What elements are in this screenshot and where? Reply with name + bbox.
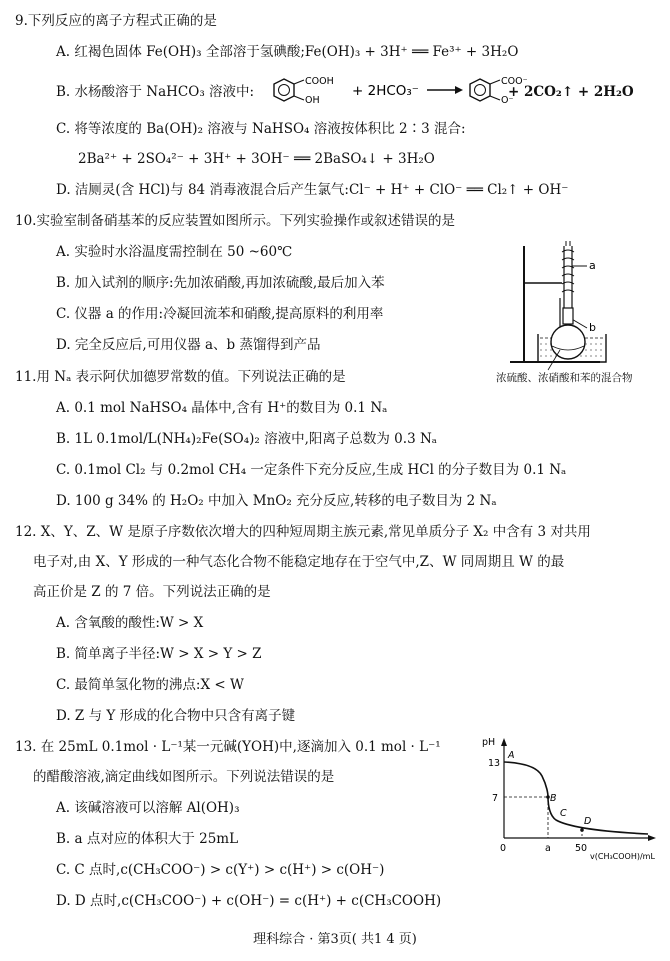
q11-option-b: B. 1L 0.1mol/L(NH₄)₂Fe(SO₄)₂ 溶液中,阳离子总数为 0.3 Nₐ [56,431,437,447]
reflux-condenser-a [562,241,587,308]
q13-option-b: B. a 点对应的体积大于 25mL [56,831,239,847]
salicylic-acid-structure [274,76,334,106]
nitrobenzene-apparatus-diagram [490,238,660,378]
q12-stem-line3: 高正价是 Z 的 7 倍。下列说法正确的是 [33,584,271,600]
q13-option-a: A. 该碱溶液可以溶解 Al(OH)₃ [56,800,240,816]
label-b: b [589,321,596,334]
q12-stem-line2: 电子对,由 X、Y 形成的一种气态化合物不能稳定地存在于空气中,Z、W 同周期且 W 的最 [33,554,565,570]
tick-origin: 0 [500,843,507,854]
q9-option-c-equation: 2Ba²⁺ + 2SO₄²⁻ + 3H⁺ + 3OH⁻ ══ 2BaSO₄↓ + 3H₂O [78,151,435,167]
q13-stem-line1: 13. 在 25mL 0.1mol · L⁻¹某一元碱(YOH)中,逐滴加入 0.1 mol · L⁻¹ [15,739,441,755]
q10-option-d: D. 完全反应后,可用仪器 a、b 蒸馏得到产品 [56,337,321,353]
point-label-b: B [550,793,557,804]
tick-a: a [545,843,551,854]
round-bottom-flask [551,308,585,359]
q9-option-a: A. 红褐色固体 Fe(OH)₃ 全部溶于氢碘酸;Fe(OH)₃ + 3H⁺ ══ Fe³⁺ + 3H₂O [56,44,519,60]
mol1-top-group: COOH [305,76,334,87]
q10-option-b: B. 加入试剂的顺序:先加浓硝酸,再加浓硫酸,最后加入苯 [56,275,385,291]
mol2-top-group: COO⁻ [501,76,528,87]
x-axis-arrow-icon [648,835,656,841]
q13-stem-line2: 的醋酸溶液,滴定曲线如图所示。下列说法错误的是 [33,769,335,785]
q10-option-a: A. 实验时水浴温度需控制在 50 ~60℃ [56,244,293,260]
tick-50: 50 [575,843,588,854]
q9-stem: 9.下列反应的离子方程式正确的是 [15,13,217,29]
y-axis-arrow-icon [501,738,507,746]
q9-b-products: + 2CO₂↑ + 2H₂O [508,84,634,100]
apparatus-caption: 浓硫酸、浓硝酸和苯的混合物 [496,372,633,384]
q10-stem: 10.实验室制备硝基苯的反应装置如图所示。下列实验操作或叙述错误的是 [15,213,455,229]
q12-stem-line1: 12. X、Y、Z、W 是原子序数依次增大的四种短周期主族元素,常见单质分子 X₂ 中含有 3 对共用 [15,524,591,540]
label-a: a [589,259,596,272]
reaction-arrow-icon [427,86,463,94]
q9-option-c: C. 将等浓度的 Ba(OH)₂ 溶液与 NaHSO₄ 溶液按体积比 2∶3 混合: [56,121,466,137]
q11-option-a: A. 0.1 mol NaHSO₄ 晶体中,含有 H⁺的数目为 0.1 Nₐ [56,400,388,416]
q9-option-b-prefix: B. 水杨酸溶于 NaHCO₃ 溶液中: [56,84,255,100]
q9-option-d: D. 洁厕灵(含 HCl)与 84 消毒液混合后产生氯气:Cl⁻ + H⁺ + ClO⁻ ══ Cl₂↑ + OH⁻ [56,182,569,198]
q9-b-reagent: + 2HCO₃⁻ [352,83,419,99]
titration-curve-graph [478,734,660,864]
q13-option-d: D. D 点时,c(CH₃COO⁻) + c(OH⁻) = c(H⁺) + c(CH₃COOH) [56,893,442,909]
tick-13: 13 [488,758,501,769]
tick-7: 7 [492,793,499,804]
q11-stem: 11.用 Nₐ 表示阿伏加德罗常数的值。下列说法正确的是 [15,369,346,385]
point-label-c: C [560,808,567,819]
point-label-d: D [584,816,592,827]
page-footer: 理科综合 · 第3页( 共1 4 页) [253,932,417,947]
q12-option-c: C. 最简单氢化物的沸点:X < W [56,677,244,693]
graph-xlabel: v(CH₃COOH)/mL [590,852,655,861]
mol2-bottom-group: O⁻ [501,95,514,106]
q12-option-d: D. Z 与 Y 形成的化合物中只含有离子键 [56,708,296,724]
mol1-bottom-group: OH [305,95,320,106]
point-label-a: A [508,750,515,761]
q10-option-c: C. 仪器 a 的作用:冷凝回流苯和硝酸,提高原料的利用率 [56,306,384,322]
titration-curve [504,762,648,834]
q11-option-d: D. 100 g 34% 的 H₂O₂ 中加入 MnO₂ 充分反应,转移的电子数目为 2 Nₐ [56,493,497,509]
q12-option-a: A. 含氧酸的酸性:W > X [56,615,204,631]
q11-option-c: C. 0.1mol Cl₂ 与 0.2mol CH₄ 一定条件下充分反应,生成 HCl 的分子数目为 0.1 Nₐ [56,462,567,478]
q13-option-c: C. C 点时,c(CH₃COO⁻) > c(Y⁺) > c(H⁺) > c(OH⁻) [56,862,385,878]
graph-ylabel: pH [482,737,496,748]
q12-option-b: B. 简单离子半径:W > X > Y > Z [56,646,262,662]
